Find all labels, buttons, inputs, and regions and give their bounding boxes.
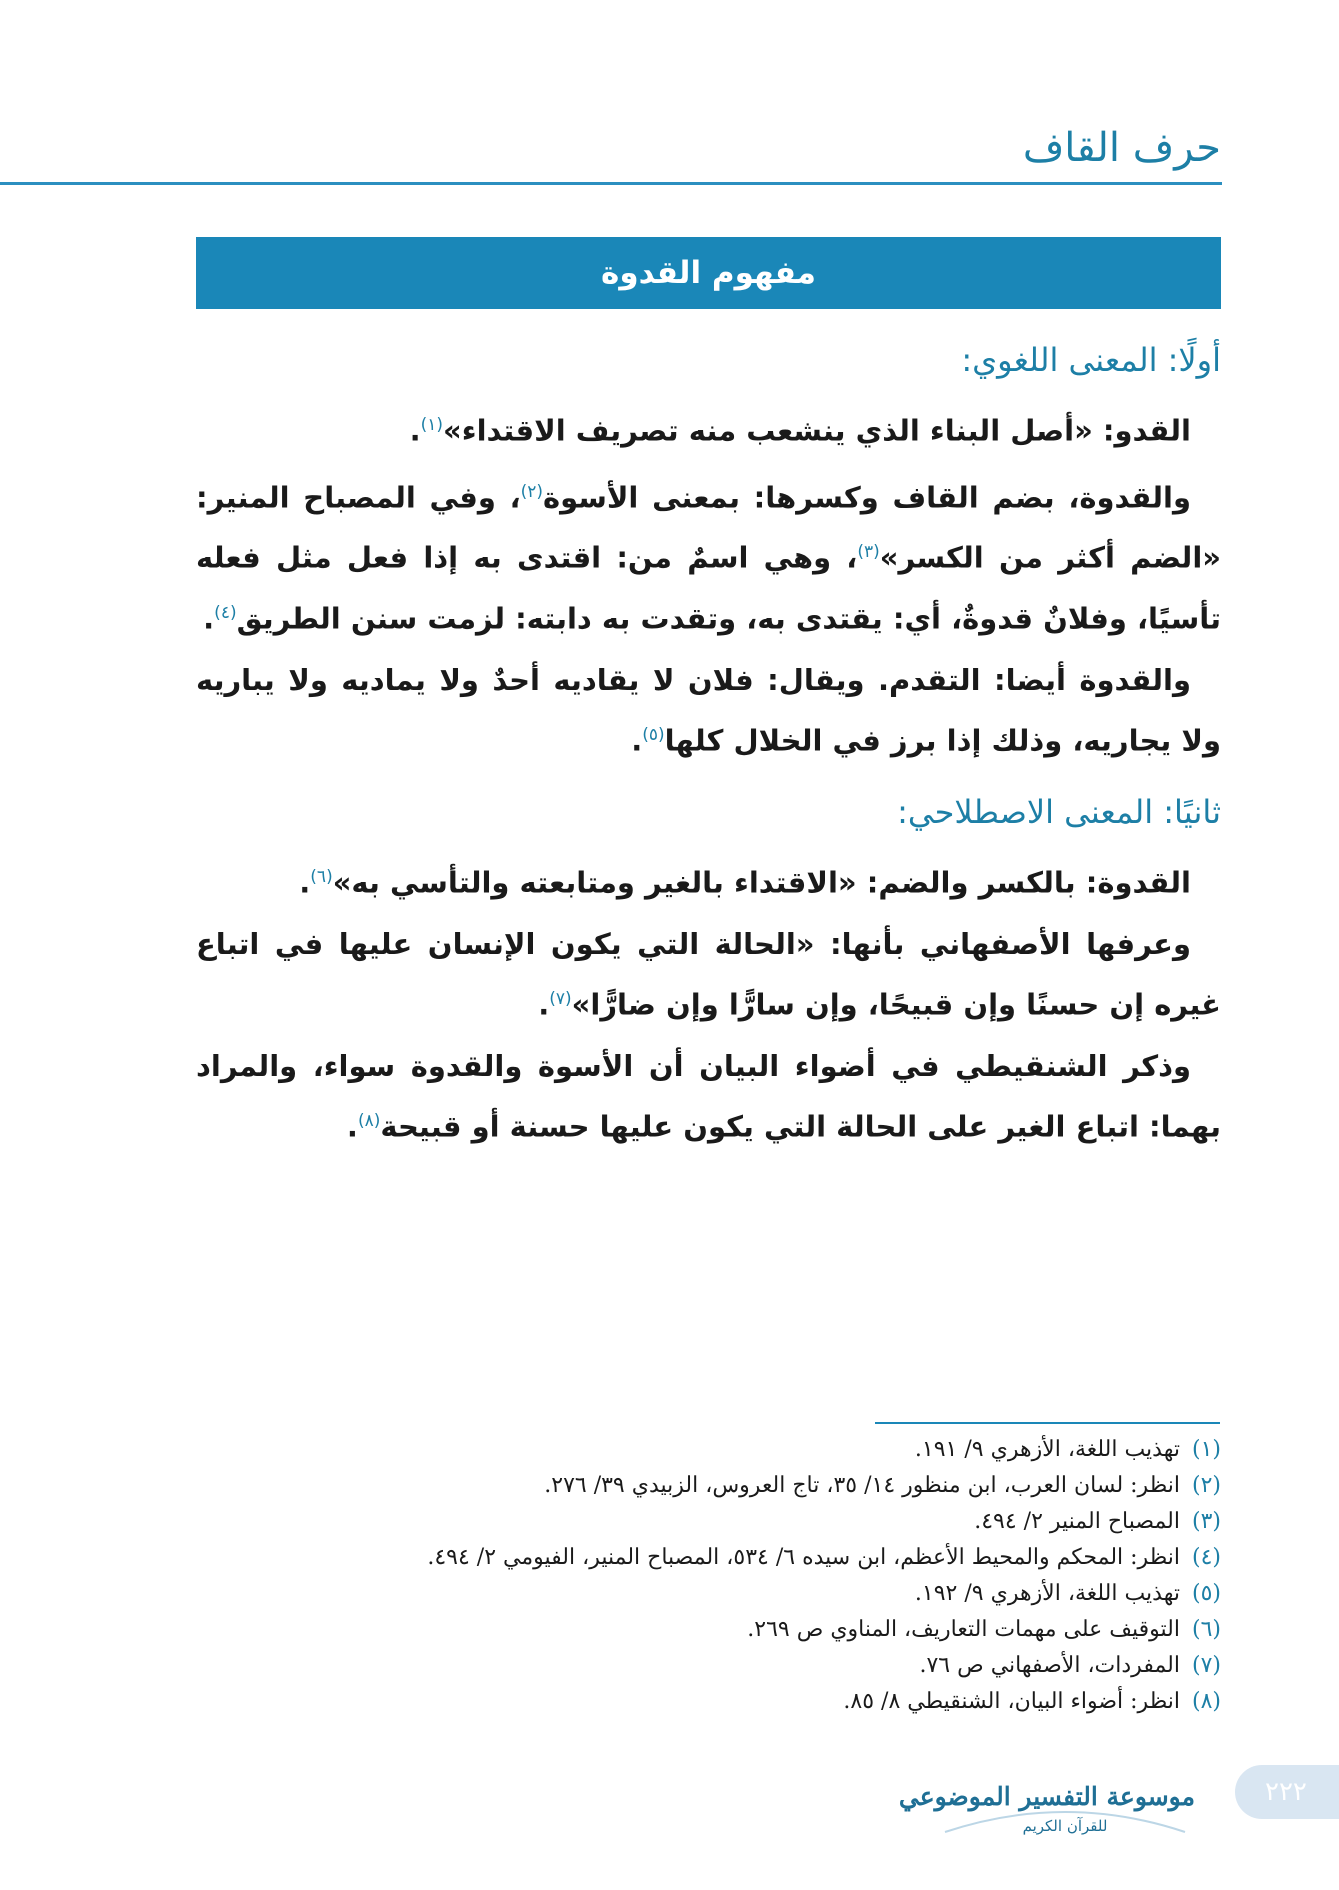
paragraph-text: القدوة: بالكسر والضم: «الاقتداء بالغير ومتابعته والتأسي به» <box>332 865 1191 900</box>
paragraph-text: وعرفها الأصفهاني بأنها: «الحالة التي يكون الإنسان عليها في اتباع غيره إن حسنًا وإن قبيحًا، وإن سارًّا وإن ضارًّا» <box>196 926 1221 1022</box>
paragraph-text: والقدوة أيضا: التقدم. ويقال: فلان لا يقاديه أحدٌ ولا يماديه ولا يباريه ولا يجاريه، وذلك إذا برز في الخلال كلها <box>196 662 1221 758</box>
footnote-number: (٣) <box>1191 1509 1221 1534</box>
page-number: ٢٢٢ <box>1265 1777 1307 1807</box>
paragraph-1 <box>196 398 1221 459</box>
paragraph-6 <box>196 1039 1221 1155</box>
page-number-badge <box>1235 1765 1339 1819</box>
footnote-item <box>211 1684 1221 1720</box>
footnote-number: (٦) <box>1191 1617 1221 1642</box>
paragraph-text: القدو: «أصل البناء الذي ينشعب منه تصريف الاقتداء» <box>443 413 1191 448</box>
encyclopedia-logo <box>898 1772 1195 1862</box>
paragraph-text-tail: ، وهي اسمٌ من: اقتدى به إذا فعل مثل فعله تأسيًا، وفلانٌ قدوةٌ، أي: يقتدى به، وتقدت به دابته: لزمت سنن الطريق <box>196 540 1221 636</box>
paragraph-5 <box>196 917 1221 1033</box>
footnote-ref[interactable]: (١) <box>420 415 444 435</box>
footnote-text: المصباح المنير ٢/ ٤٩٤. <box>974 1509 1180 1534</box>
paragraph-end: . <box>346 1109 358 1144</box>
footnote-ref[interactable]: (٢) <box>520 481 544 502</box>
section-title: مفهوم القدوة <box>601 255 816 291</box>
footnote-ref[interactable]: (٤) <box>214 602 237 623</box>
footnote-text: انظر: المحكم والمحيط الأعظم، ابن سيده ٦/ ٥٣٤، المصباح المنير، الفيومي ٢/ ٤٩٤. <box>427 1545 1180 1570</box>
footnote-item <box>211 1648 1221 1684</box>
paragraph-4 <box>196 850 1221 911</box>
paragraph-text-mid: ، وفي المصباح المنير: «الضم أكثر من الكسر» <box>196 480 1221 575</box>
paragraph-text: وذكر الشنقيطي في أضواء البيان أن الأسوة والقدوة سواء، والمراد بهما: اتباع الغير على الحالة التي يكون عليها حسنة أو قبيحة <box>196 1048 1221 1144</box>
main-content <box>196 336 1221 1160</box>
footnote-item <box>211 1540 1221 1576</box>
footnote-ref[interactable]: (٦) <box>310 867 333 888</box>
header-divider <box>0 182 1222 185</box>
paragraph-end: . <box>203 601 215 636</box>
footnote-number: (٥) <box>1191 1581 1221 1606</box>
logo-subtitle: للقرآن الكريم <box>1022 1817 1108 1835</box>
footnote-text: تهذيب اللغة، الأزهري ٩/ ١٩١. <box>914 1437 1180 1462</box>
linguistic-heading: أولًا: المعنى اللغوي: <box>961 341 1221 379</box>
footnote-item <box>211 1468 1221 1504</box>
footnote-item <box>211 1612 1221 1648</box>
footnotes-list <box>211 1432 1221 1720</box>
footnote-number: (٨) <box>1191 1689 1221 1714</box>
footnote-divider <box>875 1422 1220 1424</box>
footnote-number: (٢) <box>1191 1473 1221 1498</box>
footnote-number: (٧) <box>1191 1653 1221 1678</box>
footnote-text: انظر: أضواء البيان، الشنقيطي ٨/ ٨٥. <box>843 1689 1180 1714</box>
paragraph-text: والقدوة، بضم القاف وكسرها: بمعنى الأسوة <box>543 480 1192 515</box>
footnote-number: (٤) <box>1191 1545 1221 1570</box>
paragraph-end: . <box>409 413 421 448</box>
paragraph-end: . <box>538 987 550 1022</box>
footnote-text: المفردات، الأصفهاني ص ٧٦. <box>919 1653 1180 1678</box>
footnote-ref[interactable]: (٧) <box>549 988 572 1009</box>
footnote-text: انظر: لسان العرب، ابن منظور ١٤/ ٣٥، تاج العروس، الزبيدي ٣٩/ ٢٧٦. <box>544 1473 1180 1498</box>
footnote-ref[interactable]: (٨) <box>357 1110 381 1131</box>
paragraph-3 <box>196 653 1221 769</box>
footnote-item <box>211 1504 1221 1540</box>
paragraph-end: . <box>631 723 643 758</box>
footnote-ref[interactable]: (٣) <box>857 542 880 563</box>
logo-title: موسوعة التفسير الموضوعي <box>898 1782 1195 1811</box>
footnote-text: التوقيف على مهمات التعاريف، المناوي ص ٢٦٩. <box>747 1617 1180 1642</box>
chapter-title: حرف القاف <box>1022 125 1221 171</box>
section-title-bar <box>196 237 1221 309</box>
paragraph-end: . <box>299 865 311 900</box>
paragraph-2 <box>196 465 1221 647</box>
footnote-ref[interactable]: (٥) <box>642 724 665 745</box>
footnote-number: (١) <box>1191 1437 1221 1462</box>
footnote-text: تهذيب اللغة، الأزهري ٩/ ١٩٢. <box>914 1581 1180 1606</box>
footnote-item <box>211 1432 1221 1468</box>
terminological-heading: ثانيًا: المعنى الاصطلاحي: <box>897 793 1221 832</box>
footnote-item <box>211 1576 1221 1612</box>
